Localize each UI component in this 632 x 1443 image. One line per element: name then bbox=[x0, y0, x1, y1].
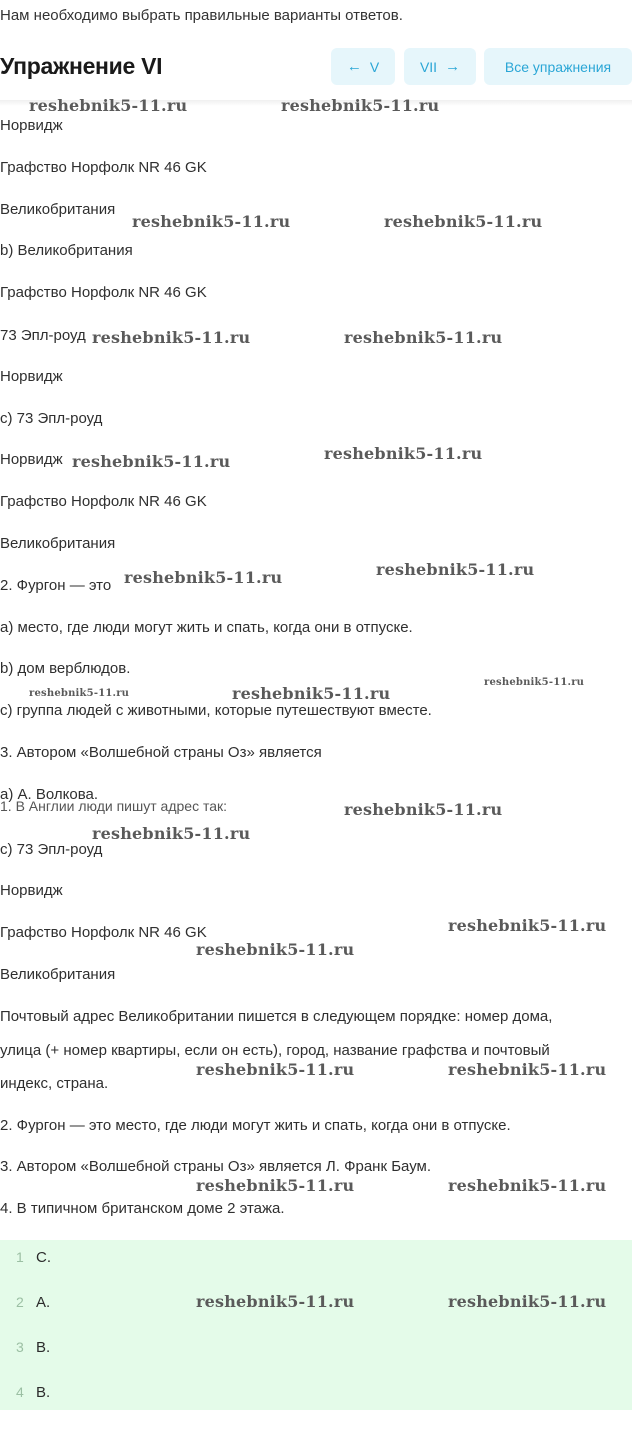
watermark: reshebnik5-11.ru bbox=[376, 560, 535, 579]
watermark: reshebnik5-11.ru bbox=[448, 1060, 607, 1079]
watermark: reshebnik5-11.ru bbox=[384, 212, 543, 231]
answer-number: 3 bbox=[16, 1339, 24, 1355]
watermark: reshebnik5-11.ru bbox=[344, 328, 503, 347]
prev-exercise-label: V bbox=[369, 58, 380, 75]
text-line: c) 73 Эпл-роуд bbox=[0, 841, 103, 858]
all-exercises-button[interactable] bbox=[484, 48, 632, 85]
page-title: Упражнение VI bbox=[0, 53, 163, 79]
answer-number: 4 bbox=[16, 1384, 24, 1400]
answer-text: B. bbox=[36, 1339, 51, 1356]
arrow-right-icon: → bbox=[445, 58, 461, 75]
text-line: 3. Автором «Волшебной страны Оз» является Л. Франк Баум. bbox=[0, 1158, 432, 1175]
text-line: 1. В Англии люди пишут адрес так: bbox=[0, 798, 228, 814]
text-line: Графство Норфолк NR 46 GK bbox=[0, 159, 207, 176]
watermark: reshebnik5-11.ru bbox=[29, 688, 130, 699]
text-line: c) 73 Эпл-роуд bbox=[0, 410, 103, 427]
text-line: Норвидж bbox=[0, 451, 63, 468]
text-line: a) А. Волкова. bbox=[0, 786, 98, 803]
watermark: reshebnik5-11.ru bbox=[196, 1060, 355, 1079]
watermark: reshebnik5-11.ru bbox=[72, 452, 231, 471]
answer-text: A. bbox=[36, 1294, 51, 1311]
intro-text: Нам необходимо выбрать правильные варианты ответов. bbox=[0, 7, 403, 24]
watermark: reshebnik5-11.ru bbox=[484, 677, 585, 688]
watermark: reshebnik5-11.ru bbox=[196, 940, 355, 959]
answer-row bbox=[0, 1249, 51, 1266]
text-line: Почтовый адрес Великобритании пишется в следующем порядке: номер дома, bbox=[0, 1008, 553, 1025]
next-exercise-label: VII bbox=[419, 58, 438, 75]
watermark: reshebnik5-11.ru bbox=[344, 800, 503, 819]
watermark: reshebnik5-11.ru bbox=[29, 96, 188, 115]
text-line: Норвидж bbox=[0, 882, 63, 899]
text-line: Графство Норфолк NR 46 GK bbox=[0, 924, 207, 941]
watermark: reshebnik5-11.ru bbox=[132, 212, 291, 231]
next-exercise-button[interactable] bbox=[404, 48, 476, 85]
watermark: reshebnik5-11.ru bbox=[448, 1176, 607, 1195]
watermark: reshebnik5-11.ru bbox=[281, 96, 440, 115]
watermark: reshebnik5-11.ru bbox=[92, 824, 251, 843]
watermark: reshebnik5-11.ru bbox=[448, 916, 607, 935]
text-line: 2. Фургон — это место, где люди могут жить и спать, когда они в отпуске. bbox=[0, 1117, 511, 1134]
text-line: улица (+ номер квартиры, если он есть), город, название графства и почтовый bbox=[0, 1042, 550, 1059]
answer-text: C. bbox=[36, 1249, 51, 1266]
text-line: 3. Автором «Волшебной страны Оз» является bbox=[0, 744, 322, 761]
watermark: reshebnik5-11.ru bbox=[196, 1292, 355, 1311]
text-line: 4. В типичном британском доме 2 этажа. bbox=[0, 1200, 285, 1217]
watermark: reshebnik5-11.ru bbox=[324, 444, 483, 463]
answer-row bbox=[0, 1339, 50, 1356]
text-line: Великобритания bbox=[0, 535, 116, 552]
text-line: c) группа людей с животными, которые путешествуют вместе. bbox=[0, 702, 432, 719]
answer-text: B. bbox=[36, 1384, 51, 1401]
watermark: reshebnik5-11.ru bbox=[92, 328, 251, 347]
watermark: reshebnik5-11.ru bbox=[124, 568, 283, 587]
text-line: Норвидж bbox=[0, 368, 63, 385]
text-line: Великобритания bbox=[0, 966, 116, 983]
answers-block bbox=[0, 1240, 632, 1410]
watermark: reshebnik5-11.ru bbox=[196, 1176, 355, 1195]
text-line: Великобритания bbox=[0, 201, 116, 218]
answer-row bbox=[0, 1294, 50, 1311]
text-line: Норвидж bbox=[0, 117, 63, 134]
prev-exercise-button[interactable] bbox=[331, 48, 395, 85]
text-line: Графство Норфолк NR 46 GK bbox=[0, 284, 207, 301]
text-line: b) дом верблюдов. bbox=[0, 660, 131, 677]
text-line: 73 Эпл-роуд bbox=[0, 327, 86, 344]
text-line: b) Великобритания bbox=[0, 242, 133, 259]
watermark: reshebnik5-11.ru bbox=[448, 1292, 607, 1311]
answer-number: 2 bbox=[16, 1294, 24, 1310]
arrow-left-icon: ← bbox=[346, 58, 362, 75]
text-line: Графство Норфолк NR 46 GK bbox=[0, 493, 207, 510]
all-exercises-label: Все упражнения bbox=[504, 58, 612, 75]
watermark: reshebnik5-11.ru bbox=[232, 684, 391, 703]
answer-row bbox=[0, 1384, 50, 1401]
text-line: индекс, страна. bbox=[0, 1075, 109, 1092]
answer-number: 1 bbox=[16, 1249, 24, 1265]
text-line: 2. Фургон — это bbox=[0, 577, 112, 594]
text-line: a) место, где люди могут жить и спать, когда они в отпуске. bbox=[0, 619, 413, 636]
